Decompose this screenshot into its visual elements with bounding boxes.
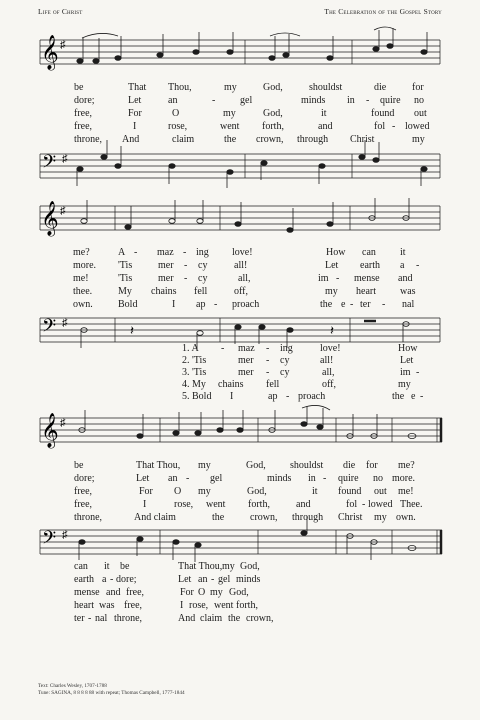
- system3-lyrics-row-2: dore; Let an - gel minds in - quire no more.: [74, 473, 416, 484]
- system1-treble-staff: [0, 26, 480, 86]
- system2-lyrics-row-4: thee. My chains fell off, my heart was: [73, 286, 416, 297]
- refrain-row-1: 1. A - maz - ing love! How: [182, 343, 418, 354]
- system3-lyrics-row-1: be That Thou, my God, shouldst die for me?: [74, 460, 415, 471]
- header-right: The Celebration of the Gospel Story: [324, 7, 442, 16]
- svg-text:𝄽: 𝄽: [330, 323, 334, 338]
- bass-clef-icon: 𝄢: [42, 151, 57, 176]
- system2-treble-staff: [0, 192, 480, 252]
- bass-clef-icon: 𝄢: [42, 315, 57, 340]
- system1-lyrics-row-1: be That Thou, my God, shouldst die for: [74, 82, 424, 93]
- system3-lyrics-row-5: throne, And claim the crown, through Christ my own.: [74, 512, 416, 523]
- tune-credit: Tune: SAGINA, 8 8 8 8 88 with repeat; Thomas Campbell, 1777-1844: [38, 690, 185, 696]
- system1-lyrics-row-4: free, I rose, went forth, and fol - lowed: [74, 121, 430, 132]
- svg-text:♯: ♯: [60, 39, 66, 51]
- credits: [38, 683, 185, 697]
- system1-lyrics-row-3: free, For O my God, it found out: [74, 108, 427, 119]
- system2-lyrics-row-1: me? A - maz - ing love! How can it: [73, 247, 406, 258]
- final-refrain-row-3: mense and free, For O my God,: [74, 587, 249, 598]
- system2-lyrics-row-2: more. 'Tis mer - cy all! Let earth a -: [73, 260, 420, 271]
- refrain-row-4: 4. My chains fell off, my: [182, 379, 411, 390]
- final-refrain-row-4: heart was free, I rose, went forth,: [74, 600, 258, 611]
- header-left: Life of Christ: [38, 7, 83, 16]
- system3-treble-staff: [0, 404, 480, 464]
- system1-lyrics-row-5: throne, And claim the crown, through Christ my: [74, 134, 425, 145]
- system2-lyrics-row-5: own. Bold I ap - proach the e - ter - nal: [73, 299, 415, 310]
- system1-lyrics-row-2: dore; Let an - gel minds in - quire no: [74, 95, 424, 106]
- treble-clef-icon: 𝄞: [41, 36, 59, 69]
- system3-lyrics-row-4: free, I rose, went forth, and fol - lowed Thee.: [74, 499, 423, 510]
- final-refrain-row-2: earth a - dore; Let an - gel minds: [74, 574, 261, 585]
- treble-clef-icon: 𝄞: [41, 202, 59, 235]
- svg-text:♯: ♯: [62, 153, 68, 165]
- refrain-row-2: 2. 'Tis mer - cy all! Let: [182, 355, 414, 366]
- system3-lyrics-row-3: free, For O my God, it found out me!: [74, 486, 414, 497]
- system2-lyrics-row-3: me! 'Tis mer - cy all, im - mense and: [73, 273, 413, 284]
- refrain-row-5: 5. Bold I ap - proach the e -: [182, 391, 424, 402]
- svg-text:♯: ♯: [62, 317, 68, 329]
- svg-text:𝄽: 𝄽: [130, 323, 134, 338]
- svg-text:♯: ♯: [62, 529, 68, 541]
- treble-clef-icon: 𝄞: [41, 414, 59, 447]
- svg-text:♯: ♯: [60, 205, 66, 217]
- final-refrain-row-1: can it be That Thou, my God,: [74, 561, 260, 572]
- svg-text:♯: ♯: [60, 417, 66, 429]
- bass-clef-icon: 𝄢: [42, 527, 57, 552]
- system1-bass-staff: [0, 146, 480, 196]
- final-refrain-row-5: ter - nal throne, And claim the crown,: [74, 613, 274, 624]
- refrain-row-3: 3. 'Tis mer - cy all, im -: [182, 367, 420, 378]
- text-credit: Text: Charles Wesley, 1707-1788: [38, 683, 107, 689]
